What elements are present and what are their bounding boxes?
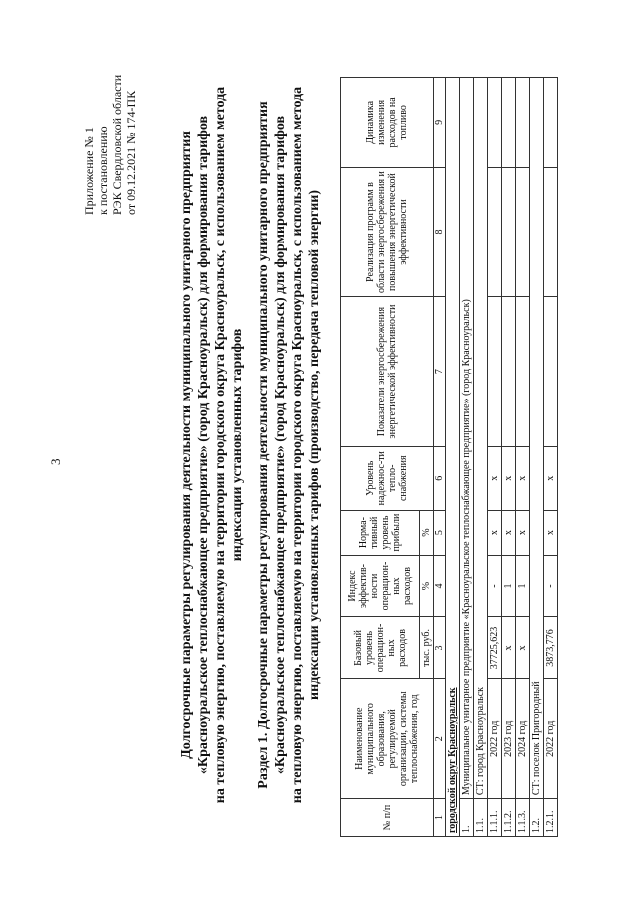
header-cell: Уровень надежнос-ти тепло-снабжения bbox=[341, 446, 434, 510]
section-title bbox=[255, 45, 323, 845]
table-row bbox=[474, 78, 488, 837]
profit-level-cell: х bbox=[516, 510, 530, 555]
reliability-cell: х bbox=[488, 446, 502, 510]
row-number: 1.1.2. bbox=[502, 799, 516, 837]
table-row bbox=[516, 78, 530, 837]
energy-indicators-cell bbox=[516, 297, 530, 446]
base-opex-cell: 3873,776 bbox=[544, 617, 558, 679]
title-line: на тепловую энергию, поставляемую на территории городского округа Красноуральск, с использованием метода bbox=[213, 86, 228, 804]
unit-cell: % bbox=[420, 510, 434, 555]
efficiency-index-cell: - bbox=[544, 555, 558, 617]
unit-cell: тыс. руб. bbox=[420, 617, 434, 679]
parameters-table bbox=[340, 77, 558, 837]
index-cell: 8 bbox=[434, 167, 446, 297]
appendix-line: Приложение № 1 bbox=[82, 127, 96, 215]
fuel-dynamics-cell bbox=[488, 78, 502, 168]
appendix-line: от 09.12.2021 № 174-ПК bbox=[124, 90, 138, 215]
program-cell bbox=[488, 167, 502, 297]
appendix-line: к постановлению bbox=[96, 126, 110, 215]
row-text: СТ: поселок Пригородный bbox=[530, 78, 544, 799]
section-row bbox=[446, 78, 460, 837]
index-cell: 5 bbox=[434, 510, 446, 555]
row-number: 1. bbox=[460, 799, 474, 837]
title-line: индексации установленных тарифов bbox=[230, 328, 245, 562]
row-text: Муниципальное унитарное предприятие «Красноуральское теплоснабжающее предприятие» (город Красноуральск) bbox=[460, 78, 474, 799]
section-line: «Красноуральское теплоснабжающее предприятие» (город Красноуральск) для формирования тарифов bbox=[273, 115, 288, 775]
fuel-dynamics-cell bbox=[544, 78, 558, 168]
reliability-cell: х bbox=[502, 446, 516, 510]
header-cell: Индекс эффектив-ности операцион-ных расходов bbox=[341, 555, 420, 617]
row-text: СТ: город Красноуральск bbox=[474, 78, 488, 799]
base-opex-cell: 37725,623 bbox=[488, 617, 502, 679]
fuel-dynamics-cell bbox=[516, 78, 530, 168]
table-row bbox=[502, 78, 516, 837]
row-number: 1.1.3. bbox=[516, 799, 530, 837]
page-number: 3 bbox=[48, 458, 63, 465]
appendix-block bbox=[82, 75, 138, 215]
section-line: индексации установленных тарифов (производство, передача тепловой энергии) bbox=[307, 190, 322, 700]
program-cell bbox=[502, 167, 516, 297]
title-line: «Красноуральское теплоснабжающее предприятие» (город Красноуральск) для формирования тарифов bbox=[196, 115, 211, 775]
document-title bbox=[178, 45, 246, 845]
row-number: 1.1. bbox=[474, 799, 488, 837]
year-cell: 2024 год bbox=[516, 679, 530, 799]
index-cell: 3 bbox=[434, 617, 446, 679]
section-line: на тепловую энергию, поставляемую на территории городского округа Красноуральск, с использованием метода bbox=[290, 86, 305, 804]
appendix-line: РЭК Свердловской области bbox=[110, 74, 124, 215]
program-cell bbox=[544, 167, 558, 297]
title-line: Долгосрочные параметры регулирования деятельности муниципального унитарного предприятия bbox=[179, 131, 194, 759]
header-cell: Наименование муниципального образования, регулируемой организации, системы теплоснабжения, год bbox=[341, 679, 434, 799]
profit-level-cell: х bbox=[488, 510, 502, 555]
header-cell: Норма-тивный уровень прибыли bbox=[341, 510, 420, 555]
efficiency-index-cell: 1 bbox=[516, 555, 530, 617]
energy-indicators-cell bbox=[544, 297, 558, 446]
header-cell: Показатели энергосбережения энергетической эффективности bbox=[341, 297, 434, 446]
base-opex-cell: х bbox=[516, 617, 530, 679]
year-cell: 2022 год bbox=[544, 679, 558, 799]
index-cell: 7 bbox=[434, 297, 446, 446]
year-cell: 2023 год bbox=[502, 679, 516, 799]
header-cell: Динамика изменения расходов на топливо bbox=[341, 78, 434, 168]
header-cell: Реализация программ в области энергосбережения и повышения энергетической эффективности bbox=[341, 167, 434, 297]
year-cell: 2022 год bbox=[488, 679, 502, 799]
profit-level-cell: х bbox=[544, 510, 558, 555]
row-number: 1.2. bbox=[530, 799, 544, 837]
energy-indicators-cell bbox=[502, 297, 516, 446]
index-cell: 2 bbox=[434, 679, 446, 799]
table-row bbox=[530, 78, 544, 837]
table-row bbox=[488, 78, 502, 837]
header-cell: № п/п bbox=[341, 799, 434, 837]
row-number: 1.1.1. bbox=[488, 799, 502, 837]
profit-level-cell: х bbox=[502, 510, 516, 555]
unit-cell: % bbox=[420, 555, 434, 617]
reliability-cell: х bbox=[544, 446, 558, 510]
column-index-row bbox=[434, 78, 446, 837]
efficiency-index-cell: - bbox=[488, 555, 502, 617]
fuel-dynamics-cell bbox=[502, 78, 516, 168]
header-row bbox=[341, 78, 420, 837]
program-cell bbox=[516, 167, 530, 297]
index-cell: 9 bbox=[434, 78, 446, 168]
base-opex-cell: х bbox=[502, 617, 516, 679]
index-cell: 6 bbox=[434, 446, 446, 510]
row-number: 1.2.1. bbox=[544, 799, 558, 837]
header-cell: Базовый уровень операцион-ных расходов bbox=[341, 617, 420, 679]
section-cell: городской округ Красноуральск bbox=[446, 78, 460, 837]
section-line: Раздел 1. Долгосрочные параметры регулирования деятельности муниципального унитарного предприятия bbox=[256, 101, 271, 789]
energy-indicators-cell bbox=[488, 297, 502, 446]
reliability-cell: х bbox=[516, 446, 530, 510]
index-cell: 1 bbox=[434, 799, 446, 837]
table-row bbox=[544, 78, 558, 837]
index-cell: 4 bbox=[434, 555, 446, 617]
efficiency-index-cell: 1 bbox=[502, 555, 516, 617]
table-row bbox=[460, 78, 474, 837]
